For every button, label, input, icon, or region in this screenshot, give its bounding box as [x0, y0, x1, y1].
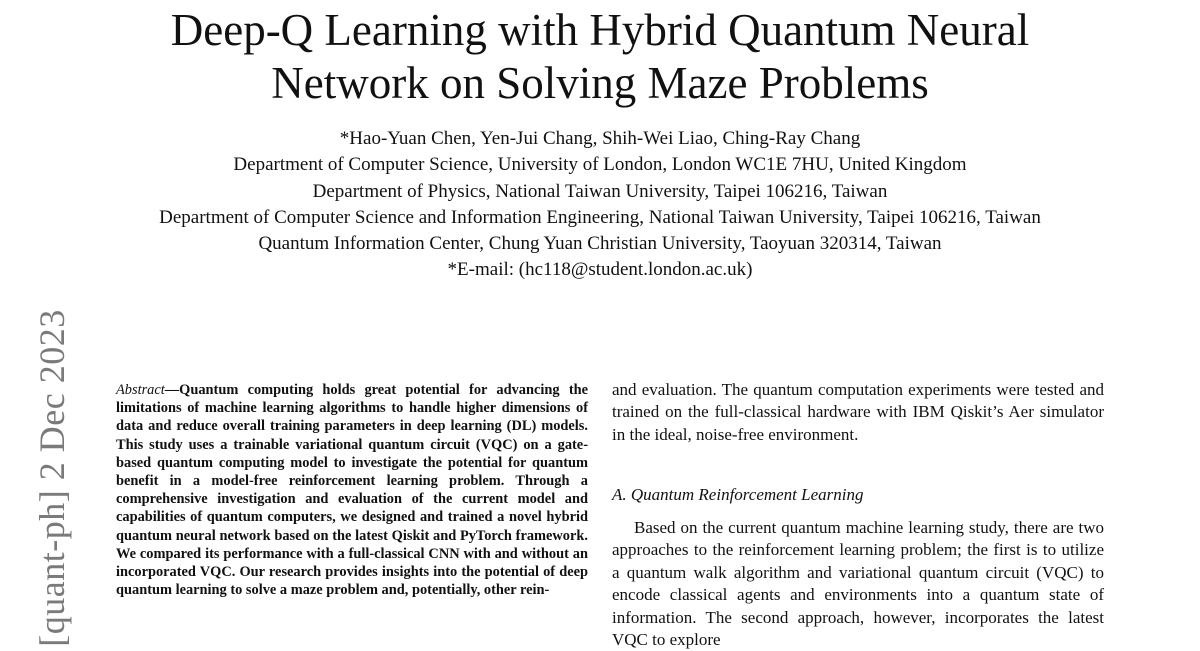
- affiliation-3: Department of Computer Science and Information Engineering, National Taiwan University, Taipei 106216, Taiwan: [159, 206, 1041, 228]
- contact-email: *E-mail: (hc118@student.london.ac.uk): [447, 259, 753, 281]
- abstract-label: Abstract: [116, 382, 165, 398]
- abstract-column: [116, 381, 588, 599]
- arxiv-stamp: [quant-ph] 2 Dec 2023: [32, 309, 72, 647]
- continuation-paragraph: and evaluation. The quantum computation experiments were tested and trained on the full-classical hardware with IBM Qiskit’s Aer simulator in the ideal, noise-free environment.: [612, 380, 1104, 444]
- section-heading: A. Quantum Reinforcement Learning: [612, 485, 864, 504]
- section-paragraph: Based on the current quantum machine learning study, there are two approaches to the reinforcement learning problem; the first is to utilize a quantum walk algorithm and variational quantum circuit (VQC) to encode classical agents and environments into a quantum state of information. The second approach, however, incorporates the latest VQC to explore: [612, 518, 1104, 650]
- author-list: *Hao-Yuan Chen, Yen-Jui Chang, Shih-Wei Liao, Ching-Ray Chang: [339, 128, 861, 149]
- affiliation-2: Department of Physics, National Taiwan University, Taipei 106216, Taiwan: [312, 180, 888, 202]
- author-block: [60, 126, 1140, 284]
- affiliation-1: Department of Computer Science, University of London, London WC1E 7HU, United Kingdom: [233, 154, 967, 176]
- paper-title: Deep-Q Learning with Hybrid Quantum Neural Network on Solving Maze Problems: [170, 5, 1030, 108]
- right-column: [612, 379, 1104, 446]
- abstract-text: Quantum computing holds great potential for advancing the limitations of machine learning algorithms to handle higher dimensions of data and reduce overall training parameters in deep learning (DL) models. This study uses a trainable variational quantum circuit (VQC) on a gate-based quantum computing model to investigate the potential for quantum benefit in a model-free reinforcement learning problem. Through a comprehensive investigation and evaluation of the current model and capabilities of quantum computers, we designed and trained a novel hybrid quantum neural network based on the latest Qiskit and PyTorch framework. We compared its performance with a full-classical CNN with and without an incorporated VQC. Our research provides insights into the potential of deep quantum learning to solve a maze problem and, potentially, other rein-: [116, 382, 588, 599]
- abstract-separator: —: [164, 382, 180, 398]
- affiliation-4: Quantum Information Center, Chung Yuan Christian University, Taoyuan 320314, Taiwan: [258, 233, 942, 255]
